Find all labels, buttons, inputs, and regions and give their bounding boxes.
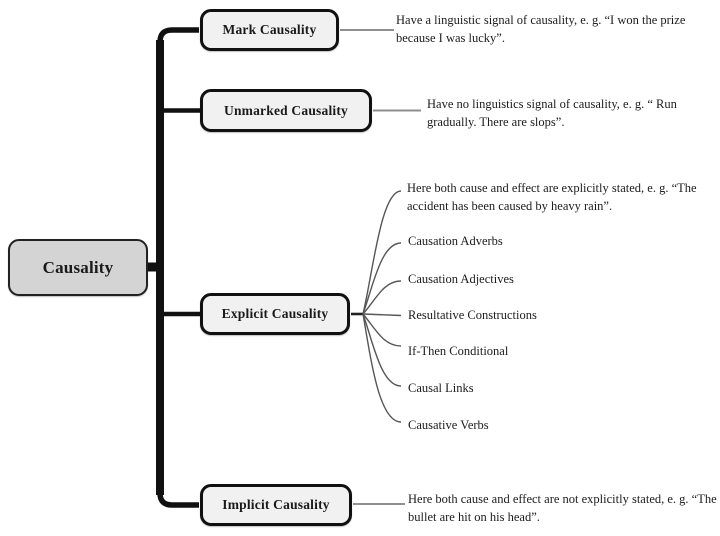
branch-node-implicit-causality bbox=[200, 484, 352, 526]
trunk-line bbox=[160, 30, 199, 505]
branch-node-label: Unmarked Causality bbox=[224, 102, 348, 118]
branch-description-unmarked-causality: Have no linguistics signal of causality, e. g. “ Run gradually. There are slops”. bbox=[427, 97, 677, 129]
leaf-item-causation-adjectives: Causation Adjectives bbox=[408, 272, 514, 286]
branch-node-label: Mark Causality bbox=[222, 22, 317, 37]
leaf-item-if-then-conditional: If-Then Conditional bbox=[408, 344, 509, 358]
branch-node-mark-causality bbox=[200, 9, 339, 51]
branch-node-label: Implicit Causality bbox=[222, 497, 330, 512]
branch-description-mark-causality: Have a linguistic signal of causality, e. g. “I won the prize because I was lucky”. bbox=[396, 13, 686, 45]
leaf-item-causative-verbs: Causative Verbs bbox=[408, 418, 489, 432]
branch-description-implicit-causality: Here both cause and effect are not explicitly stated, e. g. “The bullet are hit on his head”. bbox=[408, 492, 717, 524]
fan-curve-causation-adverbs bbox=[363, 243, 401, 314]
leaf-item-causal-links: Causal Links bbox=[408, 381, 474, 395]
branch-node-explicit-causality bbox=[200, 293, 350, 335]
fan-curve-resultative-constructions bbox=[363, 314, 401, 316]
leaf-item-causation-adverbs: Causation Adverbs bbox=[408, 234, 503, 248]
leaf-item-resultative-constructions: Resultative Constructions bbox=[408, 308, 537, 322]
root-node-label: Causality bbox=[42, 257, 114, 277]
root-node-causality bbox=[8, 239, 148, 296]
branch-description-explicit-causality: Here both cause and effect are explicitly stated, e. g. “The accident has been caused by heavy rain”. bbox=[407, 181, 697, 213]
branch-node-label: Explicit Causality bbox=[221, 306, 329, 321]
branch-node-unmarked-causality bbox=[200, 89, 372, 132]
